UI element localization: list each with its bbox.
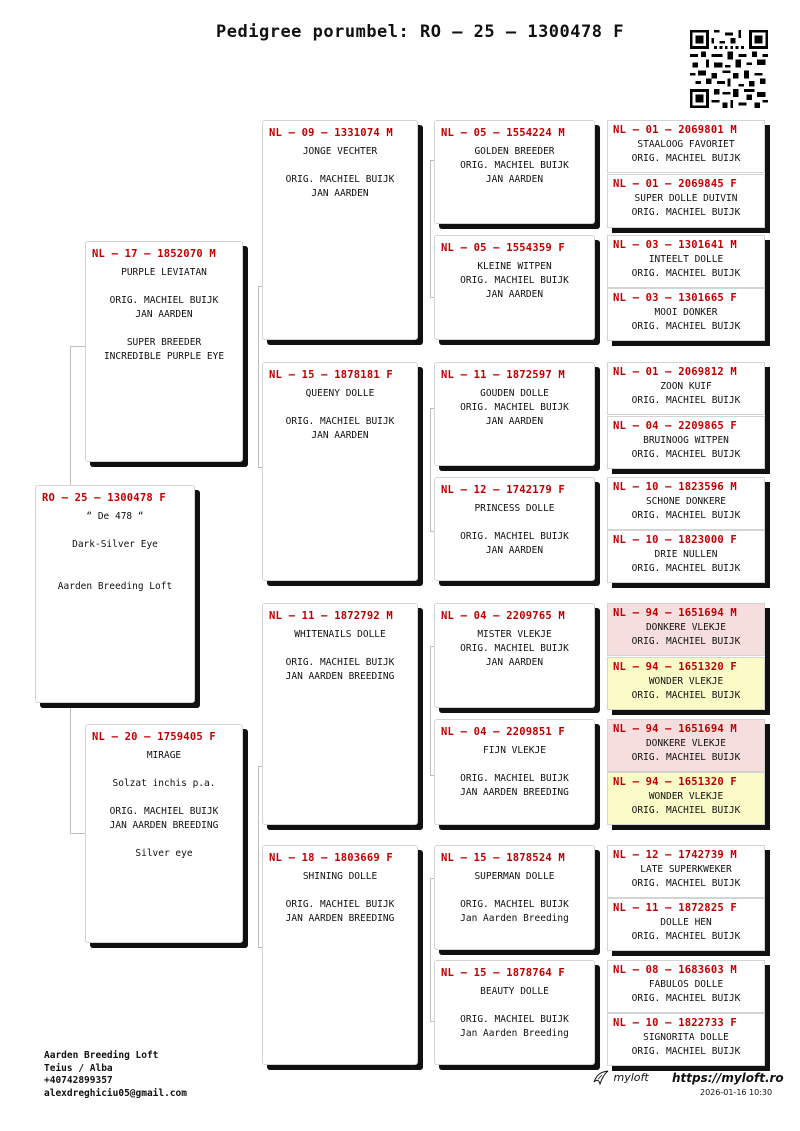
ancestor-card[interactable] — [607, 362, 765, 415]
ancestor-details: SCHONE DONKERE ORIG. MACHIEL BUIJK — [631, 496, 741, 521]
bird-icon — [592, 1070, 610, 1086]
generated-timestamp: 2026-01-16 10:30 — [700, 1088, 773, 1097]
great-grandparent-ring: NL – 12 – 1742179 F — [441, 484, 565, 496]
ancestor-details: FABULOS DOLLE ORIG. MACHIEL BUIJK — [631, 979, 741, 1004]
ancestor-ring: NL – 12 – 1742739 M — [613, 849, 737, 861]
great-grandparent-card[interactable] — [434, 362, 595, 466]
ancestor-details: WONDER VLEKJE ORIG. MACHIEL BUIJK — [631, 791, 741, 816]
logo-text: myloft — [613, 1071, 649, 1084]
subject-details: “ De 478 “ Dark-Silver Eye Aarden Breeding Loft — [57, 511, 173, 592]
great-grandparent-details: GOUDEN DOLLE ORIG. MACHIEL BUIJK JAN AARDEN — [460, 388, 569, 427]
ancestor-ring: NL – 01 – 2069812 M — [613, 366, 737, 378]
subject-card[interactable] — [35, 485, 195, 703]
ancestor-ring: NL – 94 – 1651694 M — [613, 607, 737, 619]
ancestor-ring: NL – 03 – 1301665 F — [613, 292, 737, 304]
dam-details: MIRAGE Solzat inchis p.a. ORIG. MACHIEL BUIJK JAN AARDEN BREEDING Silver eye — [109, 750, 219, 859]
ancestor-ring: NL – 01 – 2069801 M — [613, 124, 737, 136]
email-address[interactable]: alexdreghiciu05@gmail.com — [44, 1087, 187, 1099]
ancestor-ring: NL – 03 – 1301641 M — [613, 239, 737, 251]
ancestor-details: DONKERE VLEKJE ORIG. MACHIEL BUIJK — [631, 622, 741, 647]
sire-card[interactable] — [85, 241, 243, 462]
ancestor-pair — [607, 603, 765, 710]
phone-number[interactable]: +40742899357 — [44, 1075, 113, 1086]
great-grandparent-card[interactable] — [434, 960, 595, 1065]
ancestor-ring: NL – 10 – 1823596 M — [613, 481, 737, 493]
great-grandparent-details: KLEINE WITPEN ORIG. MACHIEL BUIJK JAN AARDEN — [460, 261, 569, 300]
ancestor-details: STAALOOG FAVORIET ORIG. MACHIEL BUIJK — [631, 139, 741, 164]
ancestor-card[interactable] — [607, 477, 765, 530]
ancestor-card[interactable] — [607, 657, 765, 710]
ancestor-ring: NL – 10 – 1823000 F — [613, 534, 737, 546]
great-grandparent-card[interactable] — [434, 845, 595, 950]
sire-details: PURPLE LEVIATAN ORIG. MACHIEL BUIJK JAN AARDEN SUPER BREEDER INCREDIBLE PURPLE EYE — [103, 267, 225, 362]
ancestor-pair — [607, 235, 765, 341]
ancestor-details: WONDER VLEKJE ORIG. MACHIEL BUIJK — [631, 676, 741, 701]
ancestor-pair — [607, 120, 765, 228]
great-grandparent-details: BEAUTY DOLLE ORIG. MACHIEL BUIJK Jan Aarden Breeding — [460, 986, 569, 1039]
ancestor-pair — [607, 960, 765, 1066]
loft-location: Teius / Alba — [44, 1062, 113, 1074]
ancestor-pair — [607, 362, 765, 469]
ancestor-details: MOOI DONKER ORIG. MACHIEL BUIJK — [631, 307, 741, 332]
grandparent-details: SHINING DOLLE ORIG. MACHIEL BUIJK JAN AARDEN BREEDING — [285, 871, 395, 924]
ancestor-card[interactable] — [607, 603, 765, 656]
great-grandparent-details: SUPERMAN DOLLE ORIG. MACHIEL BUIJK Jan Aarden Breeding — [460, 871, 569, 924]
dam-card[interactable] — [85, 724, 243, 943]
qr-code-icon — [690, 30, 768, 108]
grandparent-details: JONGE VECHTER ORIG. MACHIEL BUIJK JAN AARDEN — [285, 146, 395, 199]
page-title: Pedigree porumbel: RO – 25 – 1300478 F — [216, 22, 624, 42]
ancestor-card[interactable] — [607, 416, 765, 469]
grandparent-details: QUEENY DOLLE ORIG. MACHIEL BUIJK JAN AARDEN — [285, 388, 395, 441]
ancestor-pair — [607, 719, 765, 825]
ancestor-card[interactable] — [607, 1013, 765, 1066]
ancestor-card[interactable] — [607, 772, 765, 825]
grandparent-card[interactable] — [262, 845, 418, 1065]
great-grandparent-card[interactable] — [434, 477, 595, 581]
ancestor-card[interactable] — [607, 235, 765, 288]
ancestor-details: BRUINOOG WITPEN ORIG. MACHIEL BUIJK — [631, 435, 741, 460]
ancestor-card[interactable] — [607, 120, 765, 173]
great-grandparent-details: GOLDEN BREEDER ORIG. MACHIEL BUIJK JAN AARDEN — [460, 146, 569, 185]
great-grandparent-card[interactable] — [434, 235, 595, 340]
great-grandparent-card[interactable] — [434, 719, 595, 825]
ancestor-ring: NL – 94 – 1651320 F — [613, 661, 737, 673]
ancestor-ring: NL – 11 – 1872825 F — [613, 902, 737, 914]
grandparent-ring: NL – 15 – 1878181 F — [269, 369, 393, 381]
owner-contact — [44, 1050, 187, 1100]
ancestor-details: SUPER DOLLE DUIVIN ORIG. MACHIEL BUIJK — [631, 193, 741, 218]
ancestor-details: SIGNORITA DOLLE ORIG. MACHIEL BUIJK — [631, 1032, 741, 1057]
ancestor-ring: NL – 94 – 1651694 M — [613, 723, 737, 735]
grandparent-details: WHITENAILS DOLLE ORIG. MACHIEL BUIJK JAN AARDEN BREEDING — [285, 629, 395, 682]
ancestor-details: LATE SUPERKWEKER ORIG. MACHIEL BUIJK — [631, 864, 741, 889]
dam-ring: NL – 20 – 1759405 F — [92, 731, 216, 743]
ancestor-card[interactable] — [607, 845, 765, 898]
ancestor-ring: NL – 10 – 1822733 F — [613, 1017, 737, 1029]
great-grandparent-ring: NL – 05 – 1554224 M — [441, 127, 565, 139]
great-grandparent-card[interactable] — [434, 603, 595, 708]
ancestor-details: DONKERE VLEKJE ORIG. MACHIEL BUIJK — [631, 738, 741, 763]
ancestor-ring: NL – 04 – 2209865 F — [613, 420, 737, 432]
great-grandparent-ring: NL – 15 – 1878524 M — [441, 852, 565, 864]
ancestor-card[interactable] — [607, 719, 765, 772]
grandparent-card[interactable] — [262, 362, 418, 581]
great-grandparent-ring: NL – 15 – 1878764 F — [441, 967, 565, 979]
ancestor-pair — [607, 477, 765, 583]
grandparent-ring: NL – 11 – 1872792 M — [269, 610, 393, 622]
great-grandparent-details: FIJN VLEKJE ORIG. MACHIEL BUIJK JAN AARDEN BREEDING — [460, 745, 569, 798]
great-grandparent-card[interactable] — [434, 120, 595, 224]
ancestor-card[interactable] — [607, 898, 765, 951]
ancestor-details: INTEELT DOLLE ORIG. MACHIEL BUIJK — [631, 254, 741, 279]
ancestor-details: ZOON KUIF ORIG. MACHIEL BUIJK — [631, 381, 741, 406]
grandparent-ring: NL – 09 – 1331074 M — [269, 127, 393, 139]
ancestor-pair — [607, 845, 765, 951]
sire-ring: NL – 17 – 1852070 M — [92, 248, 216, 260]
ancestor-details: DOLLE HEN ORIG. MACHIEL BUIJK — [631, 917, 741, 942]
grandparent-card[interactable] — [262, 603, 418, 825]
loft-name: Aarden Breeding Loft — [44, 1050, 159, 1061]
great-grandparent-ring: NL – 04 – 2209851 F — [441, 726, 565, 738]
subject-ring: RO – 25 – 1300478 F — [42, 492, 166, 504]
grandparent-card[interactable] — [262, 120, 418, 340]
ancestor-card[interactable] — [607, 288, 765, 341]
great-grandparent-ring: NL – 05 – 1554359 F — [441, 242, 565, 254]
ancestor-card[interactable] — [607, 960, 765, 1013]
ancestor-ring: NL – 94 – 1651320 F — [613, 776, 737, 788]
ancestor-card[interactable] — [607, 530, 765, 583]
great-grandparent-ring: NL – 04 – 2209765 M — [441, 610, 565, 622]
myloft-logo — [592, 1070, 649, 1086]
great-grandparent-details: MISTER VLEKJE ORIG. MACHIEL BUIJK JAN AARDEN — [460, 629, 569, 668]
great-grandparent-ring: NL – 11 – 1872597 M — [441, 369, 565, 381]
great-grandparent-details: PRINCESS DOLLE ORIG. MACHIEL BUIJK JAN AARDEN — [460, 503, 569, 556]
ancestor-card[interactable] — [607, 174, 765, 228]
grandparent-ring: NL – 18 – 1803669 F — [269, 852, 393, 864]
ancestor-ring: NL – 08 – 1683603 M — [613, 964, 737, 976]
ancestor-details: DRIE NULLEN ORIG. MACHIEL BUIJK — [631, 549, 741, 574]
ancestor-ring: NL – 01 – 2069845 F — [613, 178, 737, 190]
website-link[interactable]: https://myloft.ro — [672, 1071, 784, 1085]
